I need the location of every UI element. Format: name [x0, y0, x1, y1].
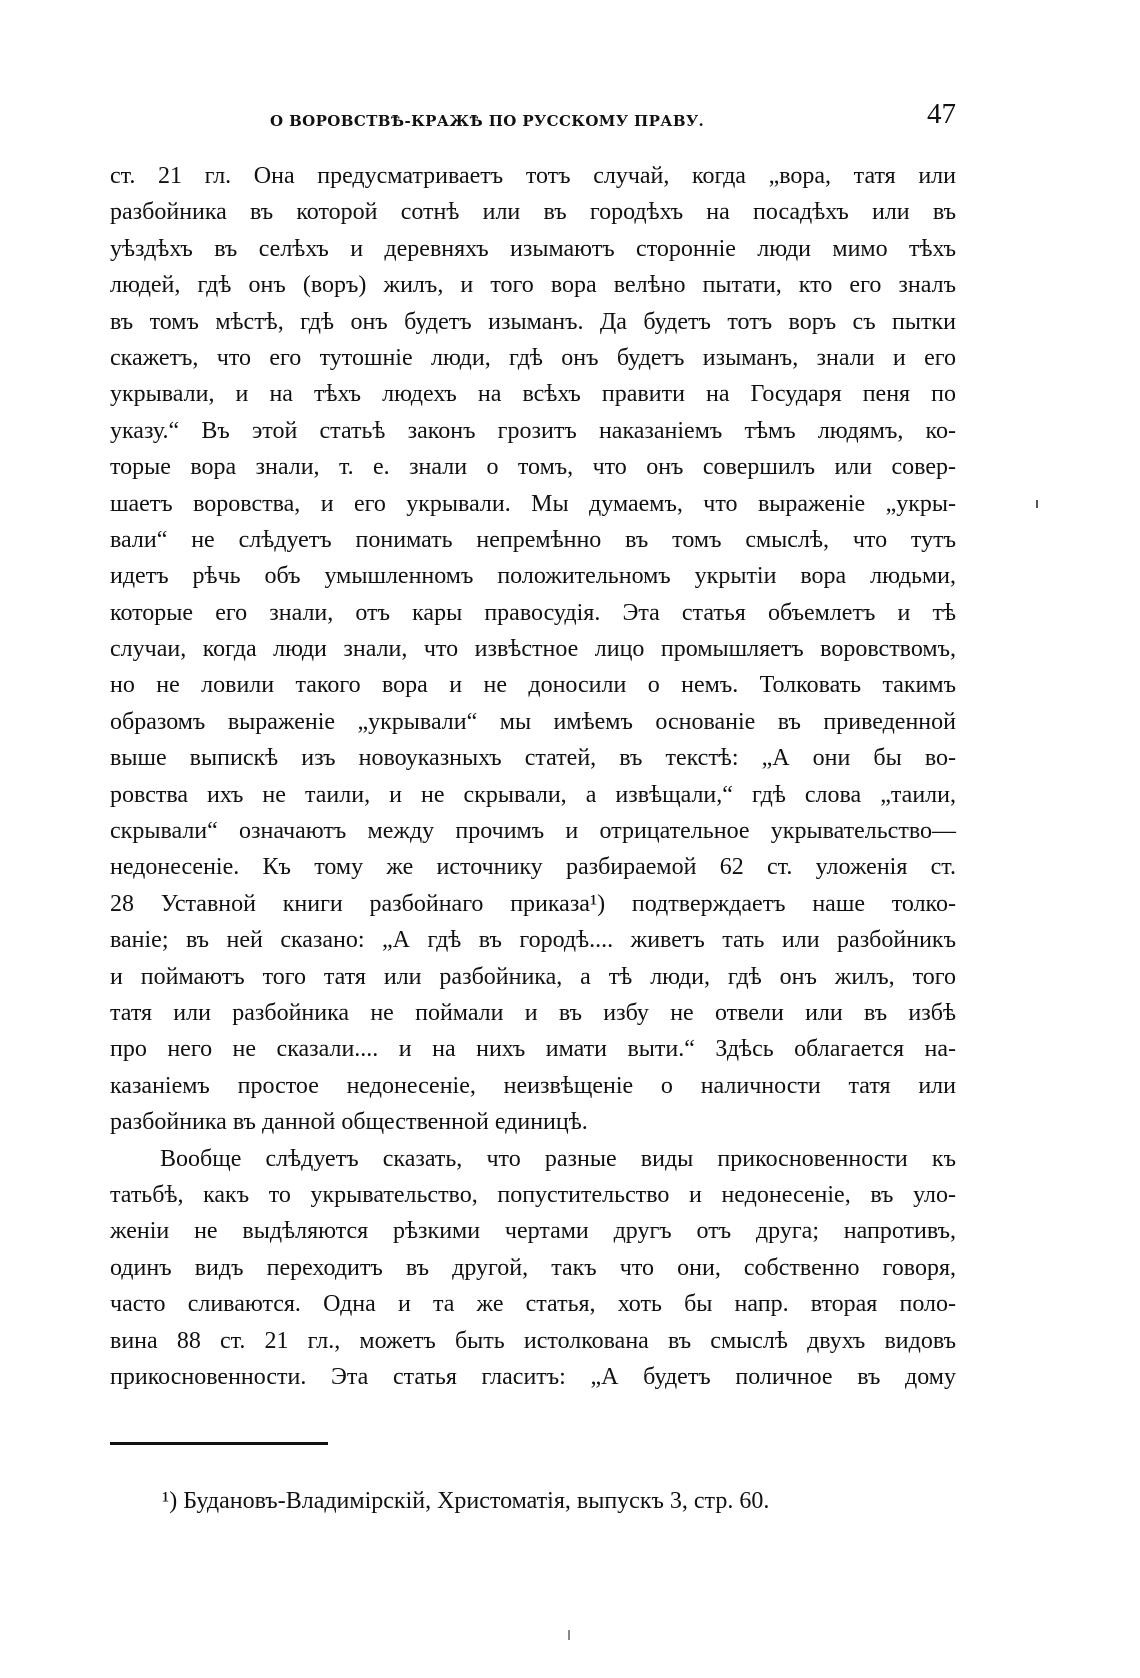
- text-line: въ томъ мѣстѣ, гдѣ онъ будетъ изыманъ. Да будетъ тотъ воръ съ пытки: [110, 308, 956, 335]
- footnote-rule: [110, 1442, 328, 1445]
- text-line: женіи не выдѣляются рѣзкими чертами другъ отъ друга; напротивъ,: [110, 1218, 956, 1245]
- text-line: указу.“ Въ этой статьѣ законъ грозитъ наказаніемъ тѣмъ людямъ, ко-: [110, 417, 956, 444]
- text-line: казаніемъ простое недонесеніе, неизвѣщеніе о наличности татя или: [110, 1072, 956, 1099]
- text-line: и поймаютъ того татя или разбойника, а тѣ люди, гдѣ онъ жилъ, того: [110, 963, 956, 990]
- text-line: идетъ рѣчь объ умышленномъ положительномъ укрытіи вора людьми,: [110, 563, 956, 590]
- text-line: татьбѣ, какъ то укрывательство, попустительство и недонесеніе, въ уло-: [110, 1181, 956, 1208]
- text-line: скажетъ, что его тутошніе люди, гдѣ онъ будетъ изыманъ, знали и его: [110, 344, 956, 371]
- text-line: уѣздѣхъ въ селѣхъ и деревняхъ изымаютъ сторонніе люди мимо тѣхъ: [110, 235, 956, 262]
- text-line: одинъ видъ переходитъ въ другой, такъ что они, собственно говоря,: [110, 1254, 956, 1281]
- page-number: 47: [927, 98, 956, 130]
- text-line: прикосновенности. Эта статья гласитъ: „А будетъ поличное въ дому: [110, 1363, 956, 1390]
- body-text: [110, 158, 956, 1395]
- text-line: людей, гдѣ онъ (воръ) жилъ, и того вора велѣно пытати, кто его зналъ: [110, 272, 956, 299]
- text-line: укрывали, и на тѣхъ людехъ на всѣхъ правити на Государя пеня по: [110, 381, 956, 408]
- text-line: недонесеніе. Къ тому же источнику разбираемой 62 ст. уложенія ст.: [110, 854, 956, 881]
- running-head: [110, 98, 956, 138]
- text-line: 28 Уставной книги разбойнаго приказа¹) подтверждаетъ наше толко-: [110, 890, 956, 917]
- text-line: часто сливаются. Одна и та же статья, хоть бы напр. вторая поло-: [110, 1291, 956, 1318]
- text-line: но не ловили такого вора и не доносили о немъ. Толковать такимъ: [110, 672, 956, 699]
- text-line: вали“ не слѣдуетъ понимать непремѣнно въ томъ смыслѣ, что тутъ: [110, 526, 956, 553]
- text-line: ст. 21 гл. Она предусматриваетъ тотъ случай, когда „вора, татя или: [110, 163, 956, 189]
- text-line: которые его знали, отъ кары правосудія. Эта статья объемлетъ и тѣ: [110, 599, 956, 626]
- text-line-paragraph-start: Вообще слѣдуетъ сказать, что разные виды прикосновенности къ: [160, 1145, 956, 1172]
- text-line-paragraph-end: разбойника въ данной общественной единицѣ.: [110, 1109, 588, 1136]
- text-line: случаи, когда люди знали, что извѣстное лицо промышляетъ воровствомъ,: [110, 636, 956, 663]
- text-line: шаетъ воровства, и его укрывали. Мы думаемъ, что выраженіе „укры-: [110, 490, 956, 517]
- footnote: ¹) Будановъ-Владимірскій, Христоматія, выпускъ 3, стр. 60.: [162, 1488, 770, 1514]
- text-line: торые вора знали, т. е. знали о томъ, что онъ совершилъ или совер-: [110, 454, 956, 481]
- text-line: образомъ выраженіе „укрывали“ мы имѣемъ основаніе въ приведенной: [110, 708, 956, 735]
- text-line: про него не сказали.... и на нихъ имати выти.“ Здѣсь облагается на-: [110, 1036, 956, 1063]
- scan-speck: [568, 1630, 570, 1640]
- text-line: скрывали“ означаютъ между прочимъ и отрицательное укрывательство—: [110, 818, 956, 845]
- text-line: вина 88 ст. 21 гл., можетъ быть истолкована въ смыслѣ двухъ видовъ: [110, 1327, 956, 1354]
- text-line: татя или разбойника не поймали и въ избу не отвели или въ избѣ: [110, 999, 956, 1026]
- text-line: выше выпискѣ изъ новоуказныхъ статей, въ текстѣ: „А они бы во-: [110, 745, 956, 772]
- text-line: разбойника въ которой сотнѣ или въ городѣхъ на посадѣхъ или въ: [110, 199, 956, 226]
- running-title: О ВОРОВСТВѢ-КРАЖѢ ПО РУССКОМУ ПРАВУ.: [270, 112, 705, 130]
- scan-speck: [1036, 500, 1038, 508]
- text-line: ровства ихъ не таили, и не скрывали, а извѣщали,“ гдѣ слова „таили,: [110, 781, 956, 808]
- text-line: ваніе; въ ней сказано: „А гдѣ въ городѣ.... живетъ тать или разбойникъ: [110, 927, 956, 954]
